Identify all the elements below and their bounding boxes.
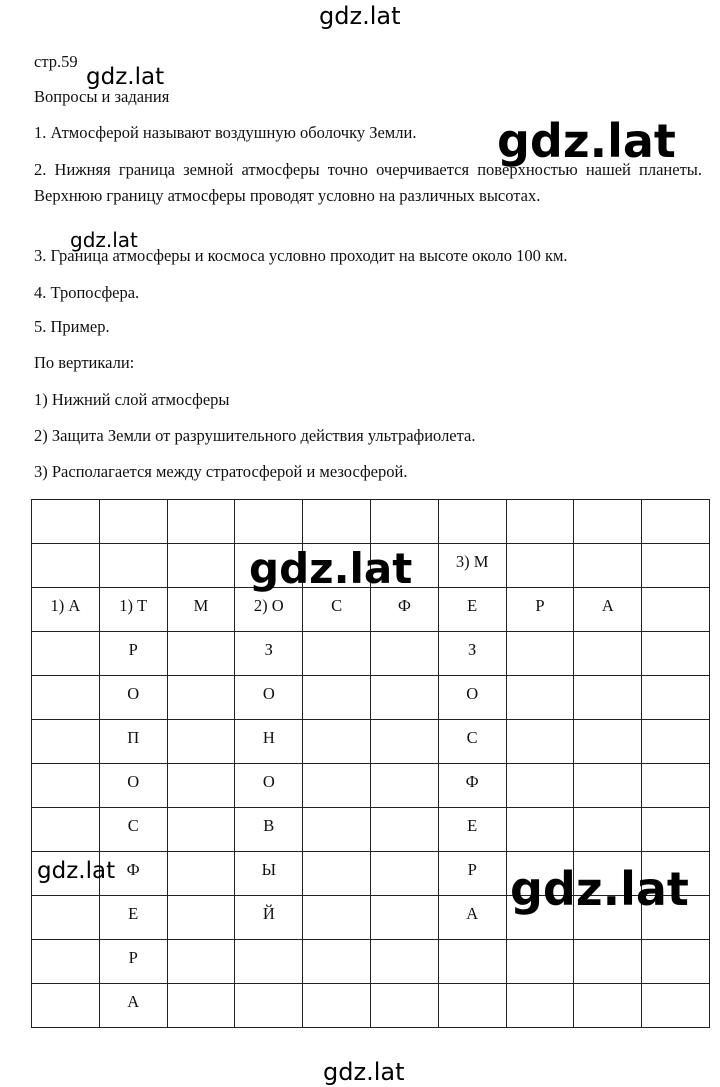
grid-cell-letter: Й [262,904,275,923]
watermark: gdz.lat [70,228,138,252]
page-reference: стр.59 [34,52,78,71]
grid-cell-letter: Ф [465,772,479,791]
grid-cell [506,764,574,808]
grid-cell [574,544,642,588]
grid-cell-letter: С [331,596,343,615]
grid-cell-letter: 2) О [253,596,284,615]
grid-cell-letter: Ы [261,860,276,879]
grid-cell [235,500,303,544]
grid-cell-letter: В [263,816,275,835]
grid-cell [438,676,506,720]
grid-cell [235,588,303,632]
grid-cell [99,808,167,852]
grid-cell-letter: О [127,772,140,791]
grid-cell [642,544,710,588]
grid-cell-letter: О [466,684,479,703]
watermark: gdz.lat [249,544,413,593]
grid-cell-letter: П [127,728,140,747]
grid-cell [370,632,438,676]
grid-cell [370,764,438,808]
grid-cell [32,676,100,720]
answer-1: 1. Атмосферой называют воздушную оболочку Земли. [34,123,417,142]
watermark: gdz.lat [86,64,165,90]
grid-cell [574,632,642,676]
grid-cell-letter: А [127,992,140,1011]
grid-cell [167,984,235,1028]
grid-cell [303,984,371,1028]
grid-cell [32,544,100,588]
grid-row [32,632,710,676]
clue-3: 3) Располагается между стратосферой и мезосферой. [34,462,408,481]
grid-cell [303,852,371,896]
grid-cell [303,896,371,940]
grid-cell [642,632,710,676]
grid-row [32,676,710,720]
grid-cell-letter: 3) М [455,552,489,571]
grid-row [32,984,710,1028]
grid-cell [438,500,506,544]
grid-cell [32,500,100,544]
grid-row [32,500,710,544]
grid-cell [506,676,574,720]
grid-cell [167,896,235,940]
grid-cell [642,720,710,764]
grid-cell [370,940,438,984]
grid-row [32,940,710,984]
grid-cell [506,544,574,588]
grid-cell [167,720,235,764]
grid-cell [642,500,710,544]
grid-cell [506,940,574,984]
grid-cell [235,808,303,852]
grid-cell [235,764,303,808]
grid-cell-letter: О [262,684,275,703]
grid-cell-letter: Е [467,816,478,835]
grid-cell [303,588,371,632]
grid-cell-letter: 1) А [50,596,81,615]
section-title: Вопросы и задания [34,87,170,106]
grid-cell [574,764,642,808]
grid-cell [438,720,506,764]
clue-1: 1) Нижний слой атмосферы [34,390,230,409]
answer-4: 4. Тропосфера. [34,283,140,302]
grid-cell [438,544,506,588]
grid-cell [642,588,710,632]
grid-cell-letter: С [466,728,478,747]
answer-3: 3. Граница атмосферы и космоса условно проходит на высоте около 100 км. [34,246,568,265]
grid-cell [32,984,100,1028]
grid-cell [99,544,167,588]
answer-5: 5. Пример. [34,317,110,336]
grid-cell [167,544,235,588]
grid-cell [167,764,235,808]
clue-2: 2) Защита Земли от разрушительного действия ультрафиолета. [34,426,476,445]
grid-cell-letter: Е [467,596,478,615]
grid-cell-letter: Ф [397,596,411,615]
grid-cell [303,632,371,676]
grid-cell [32,632,100,676]
grid-cell [32,940,100,984]
grid-cell-letter: Н [262,728,275,747]
grid-cell [574,984,642,1028]
grid-cell [642,764,710,808]
grid-cell [574,500,642,544]
grid-cell [99,720,167,764]
grid-cell [438,984,506,1028]
grid-cell [99,940,167,984]
grid-row [32,764,710,808]
grid-cell [642,808,710,852]
grid-cell [506,632,574,676]
grid-cell [438,852,506,896]
grid-cell [303,808,371,852]
grid-cell [235,632,303,676]
grid-row [32,720,710,764]
grid-cell [574,676,642,720]
grid-cell [370,984,438,1028]
grid-cell [506,500,574,544]
grid-cell [506,984,574,1028]
grid-cell [167,500,235,544]
grid-cell [438,808,506,852]
grid-cell [303,676,371,720]
grid-cell-letter: 1) Т [119,596,148,615]
grid-cell [32,808,100,852]
grid-cell-letter: С [127,816,139,835]
grid-cell [506,720,574,764]
grid-cell [370,720,438,764]
grid-cell-letter: З [468,640,477,659]
grid-cell [167,632,235,676]
grid-cell [235,852,303,896]
grid-cell [167,676,235,720]
grid-cell [370,588,438,632]
grid-cell [574,588,642,632]
grid-cell [235,676,303,720]
grid-cell-letter: А [466,904,479,923]
grid-cell [167,808,235,852]
watermark: gdz.lat [323,1058,405,1086]
watermark: gdz.lat [497,114,676,168]
grid-cell [99,500,167,544]
grid-cell [438,896,506,940]
grid-cell [235,940,303,984]
grid-cell [235,896,303,940]
grid-cell [370,500,438,544]
grid-cell [32,764,100,808]
grid-cell [574,940,642,984]
grid-cell [303,720,371,764]
grid-cell [506,808,574,852]
grid-cell [32,896,100,940]
grid-cell-letter: О [262,772,275,791]
grid-cell [370,808,438,852]
grid-cell-letter: О [127,684,140,703]
grid-cell-letter: Ф [126,860,140,879]
grid-cell-letter: М [193,596,209,615]
grid-cell [642,676,710,720]
grid-cell [303,764,371,808]
watermark: gdz.lat [37,858,116,884]
grid-cell [32,588,100,632]
grid-cell-letter: З [264,640,273,659]
grid-cell [370,852,438,896]
grid-cell [32,720,100,764]
grid-cell [167,852,235,896]
grid-cell [99,896,167,940]
grid-row [32,588,710,632]
grid-cell [438,764,506,808]
grid-cell [642,940,710,984]
grid-cell [438,588,506,632]
grid-cell [99,588,167,632]
grid-cell [235,720,303,764]
grid-cell [99,676,167,720]
grid-cell [235,984,303,1028]
grid-cell [303,500,371,544]
grid-cell [167,588,235,632]
grid-cell-letter: А [601,596,614,615]
grid-cell [438,940,506,984]
grid-cell [167,940,235,984]
grid-cell [574,808,642,852]
watermark: gdz.lat [319,2,401,30]
grid-cell [370,896,438,940]
grid-cell [99,764,167,808]
grid-cell [99,632,167,676]
grid-cell [99,984,167,1028]
grid-cell [642,984,710,1028]
vertical-heading: По вертикали: [34,353,135,372]
grid-cell [370,676,438,720]
grid-cell [574,720,642,764]
grid-cell-letter: Р [535,596,545,615]
grid-cell-letter: Е [128,904,139,923]
grid-cell [303,940,371,984]
grid-cell [438,632,506,676]
grid-row [32,808,710,852]
grid-cell-letter: Р [128,948,138,967]
grid-cell-letter: Р [467,860,477,879]
watermark: gdz.lat [510,862,689,916]
grid-cell-letter: Р [128,640,138,659]
grid-cell [506,588,574,632]
answer-2: 2. Нижняя граница земной атмосферы точно очерчивается поверхностью нашей планеты. Верхнюю границу атмосферы проводят условно на различных высотах. [34,160,702,205]
